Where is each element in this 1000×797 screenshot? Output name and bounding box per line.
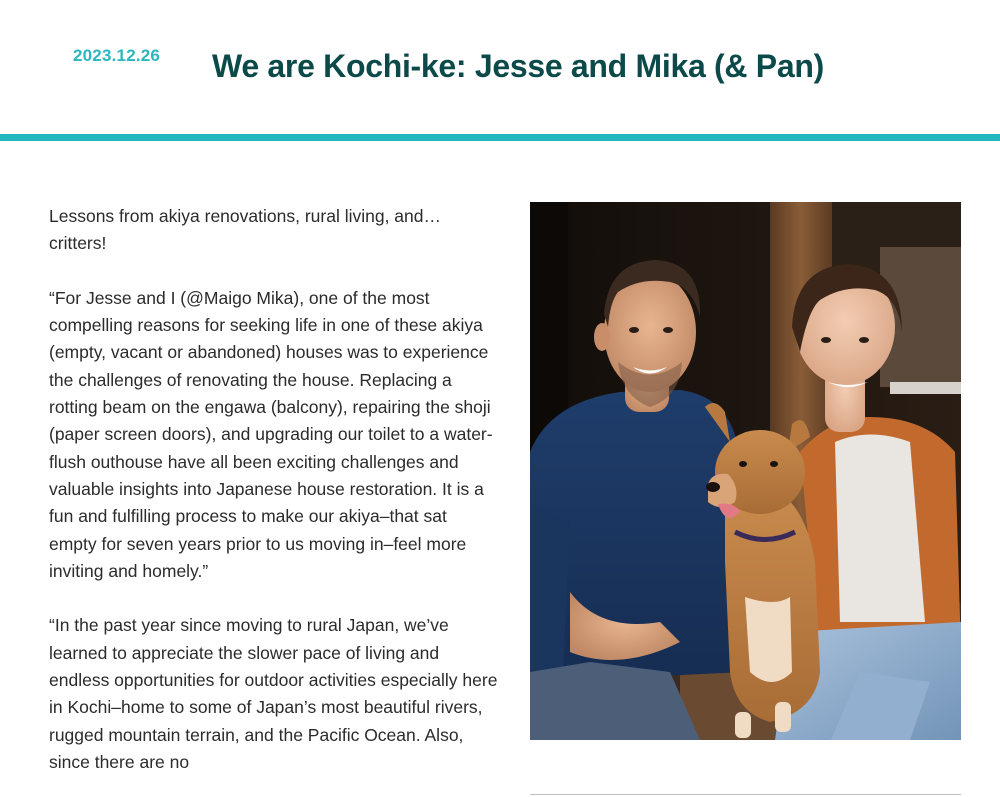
article-lead: Lessons from akiya renovations, rural living, and… critters! — [49, 206, 441, 254]
section-divider — [530, 794, 961, 795]
article-body — [49, 203, 499, 797]
article-paragraph: “For Jesse and I (@Maigo Mika), one of the most compelling reasons for seeking life in one of these akiya (empty, vacant or abandoned) houses was to experience the challenges of renovating the house. Replacing a rotting beam on the engawa (balcony), repairing the shoji (paper screen doors), and upgrading our toilet to a water-flush outhouse have all been exciting challenges and valuable insights into Japanese house restoration. It is a fun and fulfilling process to make our akiya–that sat empty for seven years prior to us moving in–feel more inviting and homely.” — [49, 287, 493, 581]
photo-couple-with-dog-icon — [530, 202, 961, 740]
article-photo — [530, 202, 961, 740]
header-divider — [0, 134, 1000, 141]
article-paragraph: “In the past year since moving to rural Japan, we’ve learned to appreciate the slower pace of living and endless opportunities for outdoor activities especially here in Kochi–home to some of Japan’s most beautiful rivers, rugged mountain terrain, and the Pacific Ocean. Also, since there are no — [49, 615, 498, 772]
post-header — [0, 0, 1000, 136]
post-title: We are Kochi-ke: Jesse and Mika (& Pan) — [212, 48, 824, 84]
post-date: 2023.12.26 — [73, 46, 161, 65]
